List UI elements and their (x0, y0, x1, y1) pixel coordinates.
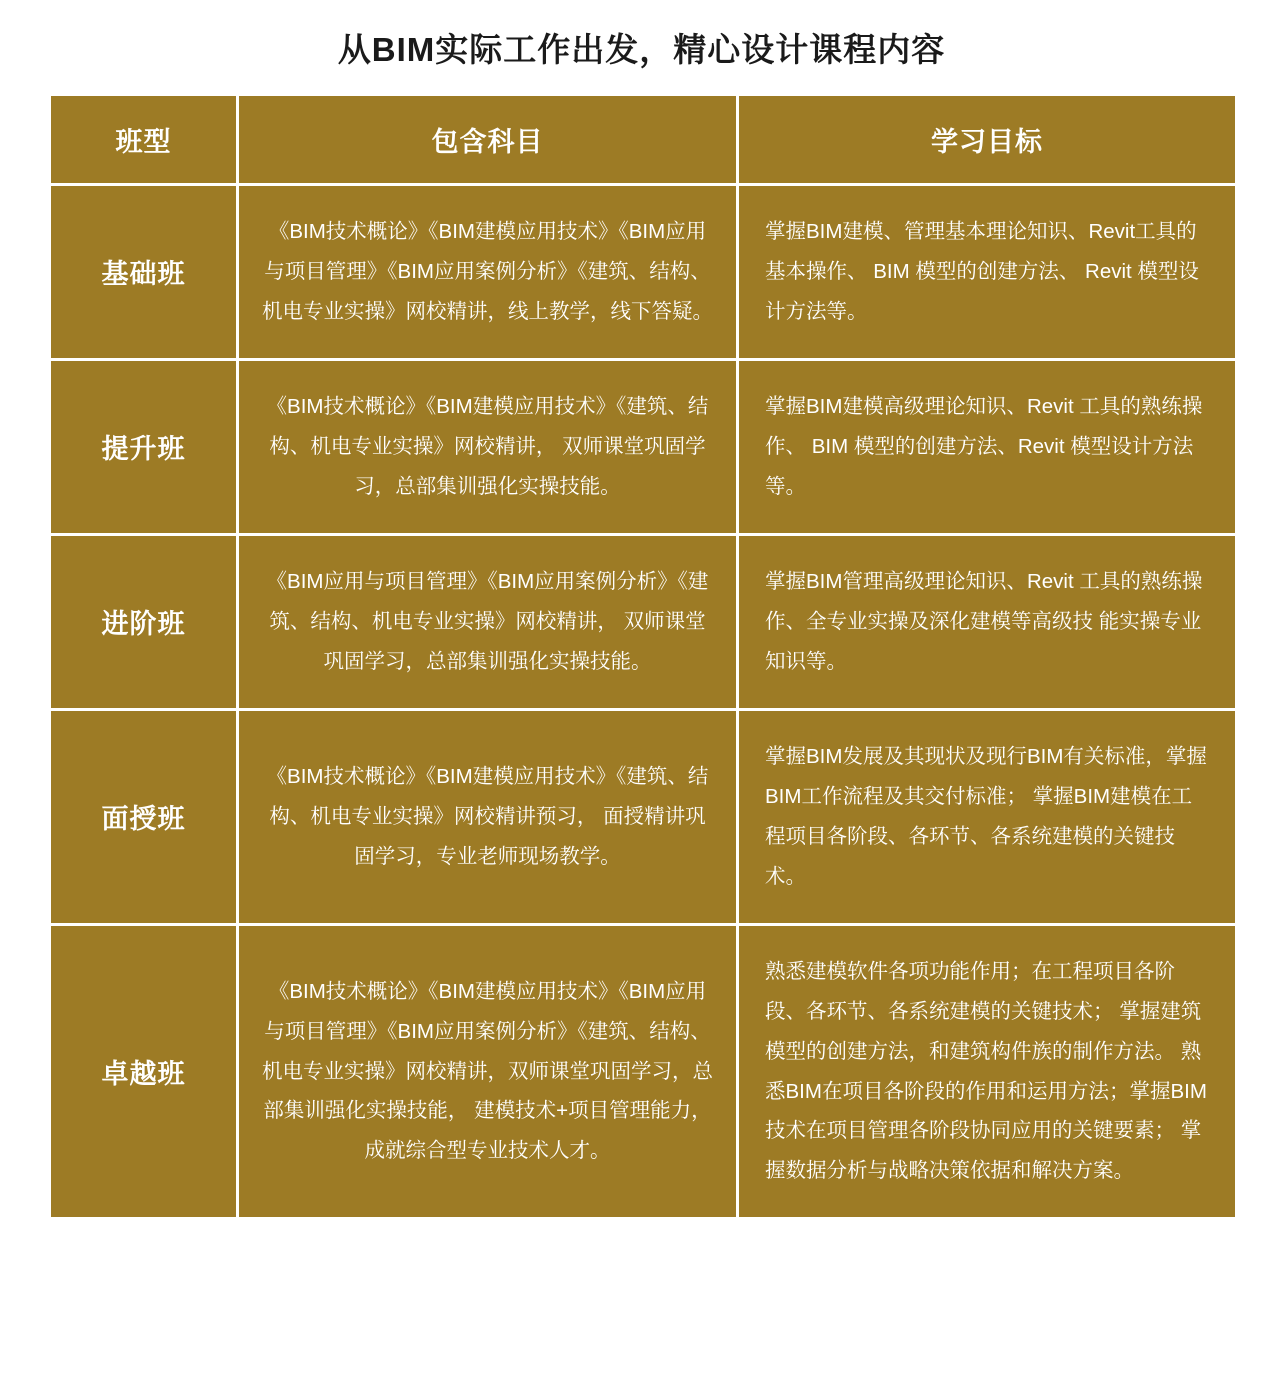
cell-subjects: 《BIM技术概论》《BIM建模应用技术》《BIM应用与项目管理》《BIM应用案例分析》《建筑、结构、机电专业实操》网校精讲，线上教学，线下答疑。 (238, 185, 738, 360)
cell-goals: 掌握BIM管理高级理论知识、Revit 工具的熟练操作、全专业实操及深化建模等高级技 能实操专业知识等。 (738, 534, 1237, 709)
column-header-subjects: 包含科目 (238, 95, 738, 185)
cell-class-name: 面授班 (50, 709, 238, 924)
cell-goals: 掌握BIM建模、管理基本理论知识、Revit工具的基本操作、 BIM 模型的创建方法、 Revit 模型设计方法等。 (738, 185, 1237, 360)
cell-class-name: 卓越班 (50, 924, 238, 1219)
table-body (50, 185, 1237, 1219)
column-header-class-type: 班型 (50, 95, 238, 185)
cell-goals: 掌握BIM建模高级理论知识、Revit 工具的熟练操作、 BIM 模型的创建方法、Revit 模型设计方法等。 (738, 359, 1237, 534)
cell-goals: 掌握BIM发展及其现状及现行BIM有关标准，掌握BIM工作流程及其交付标准； 掌握BIM建模在工程项目各阶段、各环节、各系统建模的关键技术。 (738, 709, 1237, 924)
table-header (50, 95, 1237, 185)
table-row (50, 924, 1237, 1219)
table-row (50, 534, 1237, 709)
course-table (48, 93, 1238, 1220)
page-title: 从BIM实际工作出发，精心设计课程内容 (337, 31, 946, 68)
cell-goals: 熟悉建模软件各项功能作用；在工程项目各阶段、各环节、各系统建模的关键技术； 掌握建筑模型的创建方法，和建筑构件族的制作方法。 熟悉BIM在项目各阶段的作用和运用方法；掌握BIM技术在项目管理各阶段协同应用的关键要素； 掌握数据分析与战略决策依据和解决方案。 (738, 924, 1237, 1219)
table-row (50, 359, 1237, 534)
cell-subjects: 《BIM技术概论》《BIM建模应用技术》《BIM应用与项目管理》《BIM应用案例分析》《建筑、结构、机电专业实操》网校精讲，双师课堂巩固学习，总部集训强化实操技能， 建模技术+项目管理能力，成就综合型专业技术人才。 (238, 924, 738, 1219)
cell-class-name: 进阶班 (50, 534, 238, 709)
cell-class-name: 基础班 (50, 185, 238, 360)
course-table-container (0, 93, 1283, 1250)
table-row (50, 185, 1237, 360)
cell-subjects: 《BIM技术概论》《BIM建模应用技术》《建筑、结构、机电专业实操》网校精讲预习， 面授精讲巩固学习，专业老师现场教学。 (238, 709, 738, 924)
column-header-goals: 学习目标 (738, 95, 1237, 185)
table-header-row (50, 95, 1237, 185)
cell-subjects: 《BIM应用与项目管理》《BIM应用案例分析》《建筑、结构、机电专业实操》网校精讲， 双师课堂巩固学习，总部集训强化实操技能。 (238, 534, 738, 709)
cell-class-name: 提升班 (50, 359, 238, 534)
table-row (50, 709, 1237, 924)
cell-subjects: 《BIM技术概论》《BIM建模应用技术》《建筑、结构、机电专业实操》网校精讲， 双师课堂巩固学习，总部集训强化实操技能。 (238, 359, 738, 534)
